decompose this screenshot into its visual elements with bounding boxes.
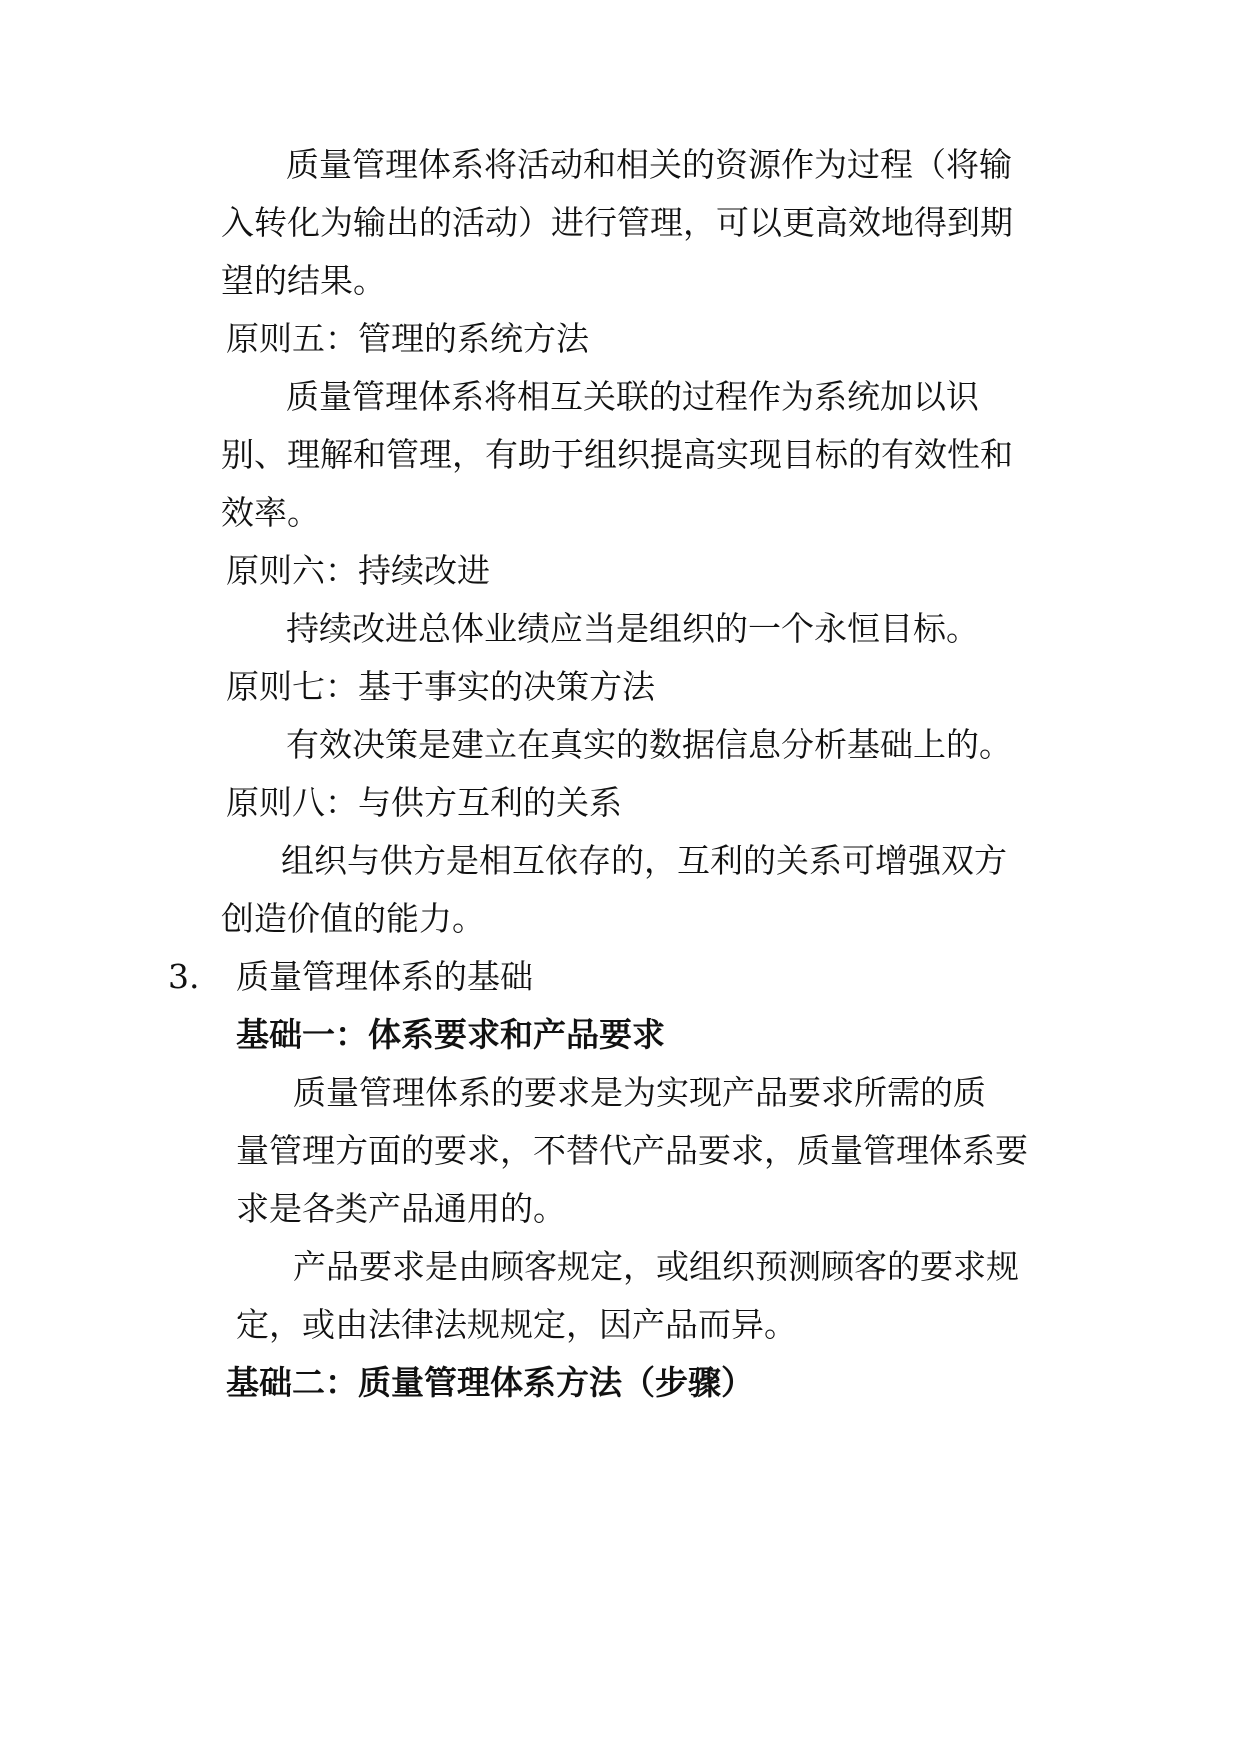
principle-heading: 原则五：管理的系统方法: [226, 319, 589, 358]
paragraph-line: 质量管理体系的要求是为实现产品要求所需的质: [293, 1073, 986, 1112]
paragraph-line: 效率。: [221, 493, 320, 532]
basis-heading: 基础二：质量管理体系方法（步骤）: [226, 1363, 754, 1402]
principle-heading: 原则八：与供方互利的关系: [226, 783, 622, 822]
paragraph-line: 有效决策是建立在真实的数据信息分析基础上的。: [286, 725, 1012, 764]
paragraph-line: 组织与供方是相互依存的，互利的关系可增强双方: [281, 841, 1007, 880]
paragraph-line: 定，或由法律法规规定，因产品而异。: [236, 1305, 797, 1344]
paragraph-line: 量管理方面的要求，不替代产品要求，质量管理体系要: [236, 1131, 1028, 1170]
paragraph-line: 入转化为输出的活动）进行管理，可以更高效地得到期: [221, 203, 1013, 242]
paragraph-line: 质量管理体系将相互关联的过程作为系统加以识: [286, 377, 979, 416]
paragraph-line: 别、理解和管理，有助于组织提高实现目标的有效性和: [221, 435, 1013, 474]
paragraph-line: 创造价值的能力。: [221, 899, 485, 938]
basis-heading: 基础一：体系要求和产品要求: [236, 1015, 665, 1054]
paragraph-line: 产品要求是由顾客规定，或组织预测顾客的要求规: [293, 1247, 1019, 1286]
paragraph-line: 质量管理体系将活动和相关的资源作为过程（将输: [286, 145, 1012, 184]
paragraph-line: 求是各类产品通用的。: [236, 1189, 566, 1228]
section-number: 3.: [168, 957, 200, 996]
paragraph-line: 望的结果。: [221, 261, 386, 300]
principle-heading: 原则六：持续改进: [226, 551, 490, 590]
section-title: 质量管理体系的基础: [236, 957, 533, 996]
principle-heading: 原则七：基于事实的决策方法: [226, 667, 655, 706]
paragraph-line: 持续改进总体业绩应当是组织的一个永恒目标。: [286, 609, 979, 648]
